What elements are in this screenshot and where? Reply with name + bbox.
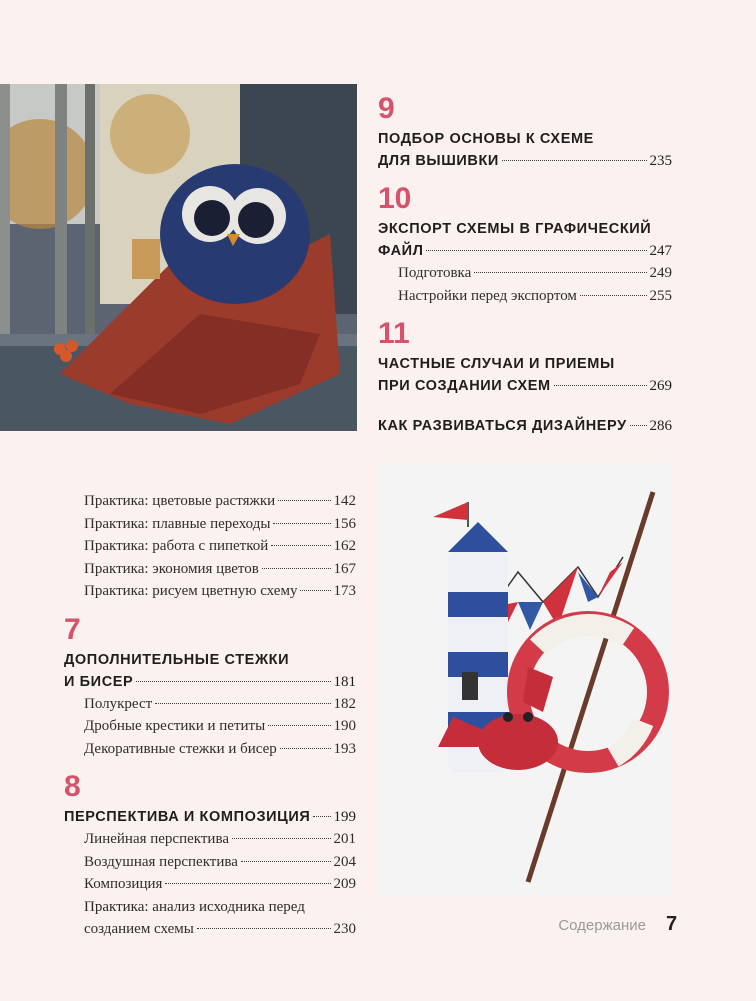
subentry-label: Настройки перед экспортом	[398, 287, 577, 304]
leader-dots	[232, 838, 331, 839]
leader-dots	[268, 725, 330, 726]
chapter-number: 11	[378, 317, 410, 350]
subentry-label: Полукрест	[84, 695, 153, 712]
page-number: 173	[333, 583, 356, 599]
toc-subentry[interactable]	[64, 535, 356, 558]
subentry-label: Воздушная перспектива	[84, 853, 238, 870]
chapter-11	[378, 319, 672, 397]
toc-entry[interactable]	[378, 150, 672, 172]
subentry-label: Линейная перспектива	[84, 831, 229, 847]
page-number: 209	[333, 876, 356, 892]
toc-subentry[interactable]	[64, 715, 356, 738]
page-number: 156	[333, 515, 356, 532]
subentry-label: Практика: плавные переходы	[84, 515, 271, 532]
subentry-label: Дробные крестики и петиты	[84, 718, 266, 734]
toc-subentry[interactable]	[378, 262, 672, 285]
subentry-label: созданием схемы	[84, 921, 194, 937]
toc-subentry[interactable]	[64, 828, 356, 851]
page-number: 167	[333, 560, 356, 577]
chapter-title-line[interactable]: ПОДБОР ОСНОВЫ К СХЕМЕ	[378, 131, 594, 147]
page-number: 247	[649, 243, 672, 259]
subentry-label: Практика: рисуем цветную схему	[84, 583, 298, 599]
chapter-number: 7	[64, 612, 81, 646]
chapter-number: 8	[64, 770, 81, 803]
leader-dots	[426, 250, 646, 251]
subentry-label[interactable]: Практика: анализ исходника перед	[84, 898, 305, 915]
chapter-10	[378, 184, 672, 307]
page-number: 162	[333, 538, 356, 554]
page-number: 182	[333, 695, 356, 712]
leader-dots	[580, 295, 647, 296]
page-number: 286	[649, 418, 672, 434]
toc-subentry[interactable]	[64, 693, 356, 716]
chapter-number: 9	[378, 92, 395, 125]
leader-dots	[273, 523, 330, 524]
page-number: 199	[333, 809, 356, 825]
page-number: 142	[333, 493, 356, 509]
chapter-title-line: ПРИ СОЗДАНИИ СХЕМ	[378, 378, 551, 394]
toc-subentry[interactable]	[64, 558, 356, 581]
page-number: 181	[333, 673, 356, 690]
page-number: 204	[333, 853, 356, 870]
leader-dots	[197, 928, 331, 929]
chapter-title-line[interactable]: ДОПОЛНИТЕЛЬНЫЕ СТЕЖКИ	[64, 651, 290, 668]
toc-entry[interactable]	[64, 806, 356, 828]
leader-dots	[554, 385, 647, 386]
chapter-title-line: ПЕРСПЕКТИВА И КОМПОЗИЦИЯ	[64, 809, 311, 825]
toc-entry[interactable]	[378, 375, 672, 397]
chapter-title-line: ДЛЯ ВЫШИВКИ	[378, 153, 499, 169]
chapter-title-line: ФАЙЛ	[378, 243, 424, 259]
page-number: 235	[649, 153, 672, 169]
leader-dots	[474, 272, 646, 273]
leader-dots	[300, 590, 330, 591]
chapter-title-line[interactable]: ЧАСТНЫЕ СЛУЧАИ И ПРИЕМЫ	[378, 356, 615, 372]
lighthouse-illustration	[378, 462, 672, 897]
toc-subentry[interactable]	[64, 490, 356, 513]
page-number: 249	[649, 265, 672, 281]
toc-subentry[interactable]	[64, 851, 356, 874]
page-number: 255	[649, 287, 672, 304]
page-number: 190	[333, 718, 356, 734]
leader-dots	[136, 681, 330, 682]
toc-subentry[interactable]	[64, 513, 356, 536]
subentry-label: Декоративные стежки и бисер	[84, 740, 277, 757]
toc-entry[interactable]	[64, 671, 356, 693]
chapter-title-line[interactable]: ЭКСПОРТ СХЕМЫ В ГРАФИЧЕСКИЙ	[378, 221, 652, 237]
page-number: 230	[333, 921, 356, 937]
toc-subentry[interactable]	[64, 918, 356, 941]
toc-subentry[interactable]	[64, 873, 356, 896]
toc-subentry[interactable]	[64, 738, 356, 761]
page-number: 201	[333, 831, 356, 847]
toc-entry-designer[interactable]	[378, 415, 672, 437]
leader-dots	[502, 160, 647, 161]
leader-dots	[155, 703, 330, 704]
running-footer: Содержание	[558, 917, 646, 934]
chapter-9	[378, 94, 672, 172]
leader-dots	[630, 425, 647, 426]
leader-dots	[271, 545, 330, 546]
leader-dots	[313, 816, 330, 817]
leader-dots	[278, 500, 330, 501]
subentry-label: Практика: экономия цветов	[84, 560, 259, 577]
page-number: 269	[649, 378, 672, 394]
owl-window-illustration	[0, 84, 357, 431]
toc-left-column	[64, 490, 356, 941]
subentry-label: Подготовка	[398, 265, 472, 281]
leader-dots	[262, 568, 331, 569]
leader-dots	[280, 748, 331, 749]
chapter-7	[64, 612, 356, 761]
toc-right-column	[378, 94, 672, 437]
chapter-number: 10	[378, 182, 412, 215]
chapter-title-line: И БИСЕР	[64, 673, 134, 690]
subentry-label: Практика: цветовые растяжки	[84, 493, 276, 509]
chapter-title-line: КАК РАЗВИВАТЬСЯ ДИЗАЙНЕРУ	[378, 418, 627, 434]
chapter-8	[64, 772, 356, 941]
page-number: 193	[333, 740, 356, 757]
subentry-label: Композиция	[84, 876, 163, 892]
toc-subentry[interactable]	[378, 285, 672, 308]
toc-subentry[interactable]	[64, 580, 356, 603]
page-number-footer: 7	[666, 913, 678, 935]
leader-dots	[241, 861, 331, 862]
leader-dots	[165, 883, 330, 884]
toc-entry[interactable]	[378, 240, 672, 262]
subentry-label: Практика: работа с пипеткой	[84, 538, 269, 554]
